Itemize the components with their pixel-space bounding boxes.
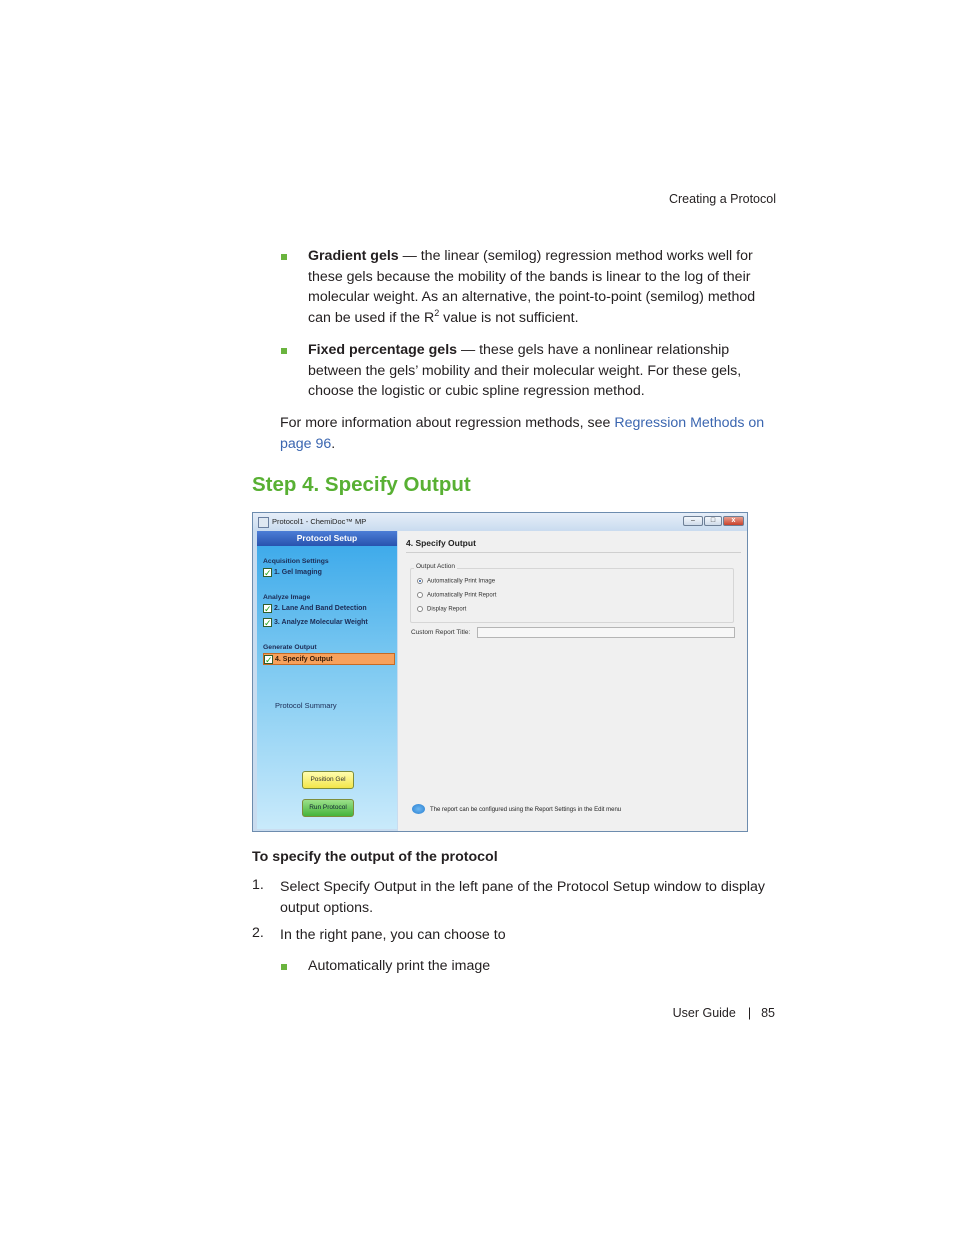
- specify-output-pane: [398, 531, 747, 831]
- title-divider: [406, 552, 741, 553]
- procedure-title: To specify the output of the protocol: [252, 849, 498, 865]
- speech-bubble-icon: [412, 804, 425, 814]
- bullet-marker: [281, 254, 287, 260]
- nav-item-label: 3. Analyze Molecular Weight: [274, 619, 368, 626]
- page-footer: [560, 1006, 775, 1020]
- bullet-term: Fixed percentage gels: [308, 342, 458, 358]
- protocol-setup-pane: [257, 531, 397, 829]
- checkmark-icon: ✓: [264, 603, 272, 614]
- bullet-text-end: value is not sufficient.: [439, 309, 579, 326]
- protocol-setup-header: Protocol Setup: [257, 531, 397, 546]
- radio-unselected-icon: [417, 606, 423, 612]
- minimize-button[interactable]: –: [683, 516, 703, 526]
- info-message: The report can be configured using the Report Settings in the Edit menu: [430, 807, 622, 813]
- window-titlebar: [253, 513, 747, 531]
- checkmark-icon: ✓: [264, 617, 272, 628]
- run-protocol-button[interactable]: Run Protocol: [302, 799, 354, 817]
- more-info-end: .: [331, 435, 336, 452]
- radio-print-image[interactable]: [417, 578, 495, 585]
- step-heading: Step 4. Specify Output: [252, 473, 471, 496]
- nav-item-label: 4. Specify Output: [275, 656, 333, 663]
- nav-item-label: 2. Lane And Band Detection: [274, 605, 367, 612]
- section-generate-output: Generate Output: [263, 644, 317, 651]
- step-number: 1.: [252, 877, 264, 893]
- step-text: In the right pane, you can choose to: [280, 927, 506, 943]
- custom-report-title-label: Custom Report Title:: [411, 629, 471, 636]
- more-info-paragraph: [280, 413, 770, 454]
- close-button[interactable]: x: [723, 516, 744, 526]
- nav-item-lane-band-detection[interactable]: [263, 603, 395, 615]
- bullet-marker: [281, 964, 287, 970]
- bullet-gradient-gels: [308, 246, 778, 328]
- window-title: Protocol1 - ChemiDoc™ MP: [272, 517, 367, 526]
- section-analyze-image: Analyze Image: [263, 594, 311, 601]
- pane-title: 4. Specify Output: [406, 538, 476, 548]
- checkmark-icon: ✓: [265, 654, 273, 665]
- section-acquisition-settings: Acquisition Settings: [263, 558, 329, 565]
- radio-unselected-icon: [417, 592, 423, 598]
- nav-item-analyze-molecular-weight[interactable]: [263, 617, 395, 629]
- radio-label: Automatically Print Report: [427, 592, 497, 599]
- page-number: 85: [761, 1006, 775, 1020]
- regression-methods-link[interactable]: Regression Methods on page 96: [280, 415, 765, 452]
- radio-label: Automatically Print Image: [427, 578, 496, 585]
- radio-display-report[interactable]: [417, 606, 466, 613]
- radio-selected-icon: [417, 578, 423, 584]
- bullet-text: — the linear (semilog) regression method works well for these gels because the mobility of the bands is linear to the log of their molecular weight. As an alternative, the point-to-point (semilog) method can be used if the R: [308, 248, 756, 326]
- maximize-button[interactable]: □: [704, 516, 722, 526]
- radio-label: Display Report: [427, 606, 467, 613]
- bullet-marker: [281, 348, 287, 354]
- nav-item-specify-output[interactable]: [263, 653, 395, 665]
- footer-guide: User Guide: [672, 1006, 736, 1020]
- nav-item-label: 1. Gel Imaging: [274, 569, 322, 576]
- more-info-text: For more information about regression methods, see: [280, 415, 615, 431]
- app-icon: [258, 517, 269, 528]
- step-text: Select Specify Output in the left pane of the Protocol Setup window to display output options.: [280, 879, 766, 916]
- position-gel-button[interactable]: Position Gel: [302, 771, 354, 789]
- nav-item-gel-imaging[interactable]: [263, 567, 395, 579]
- protocol-summary-link[interactable]: Protocol Summary: [275, 701, 337, 710]
- custom-report-title-input[interactable]: [477, 627, 735, 638]
- output-action-label: Output Action: [416, 563, 456, 570]
- step-number: 2.: [252, 925, 264, 941]
- running-header: Creating a Protocol: [668, 192, 776, 206]
- superscript: 2: [434, 307, 440, 318]
- radio-print-report[interactable]: [417, 592, 496, 599]
- bullet-term: Gradient gels: [308, 248, 399, 264]
- bullet-text: — these gels have a nonlinear relationship between the gels’ mobility and their molecular weight. For these gels, choose the logistic or cubic spline regression method.: [308, 342, 742, 399]
- bullet-fixed-percentage-gels: [308, 340, 778, 402]
- checkmark-icon: ✓: [264, 567, 272, 578]
- footer-separator: |: [747, 1006, 752, 1020]
- sub-bullet-text: Automatically print the image: [308, 958, 491, 974]
- protocol-setup-window: [252, 512, 748, 832]
